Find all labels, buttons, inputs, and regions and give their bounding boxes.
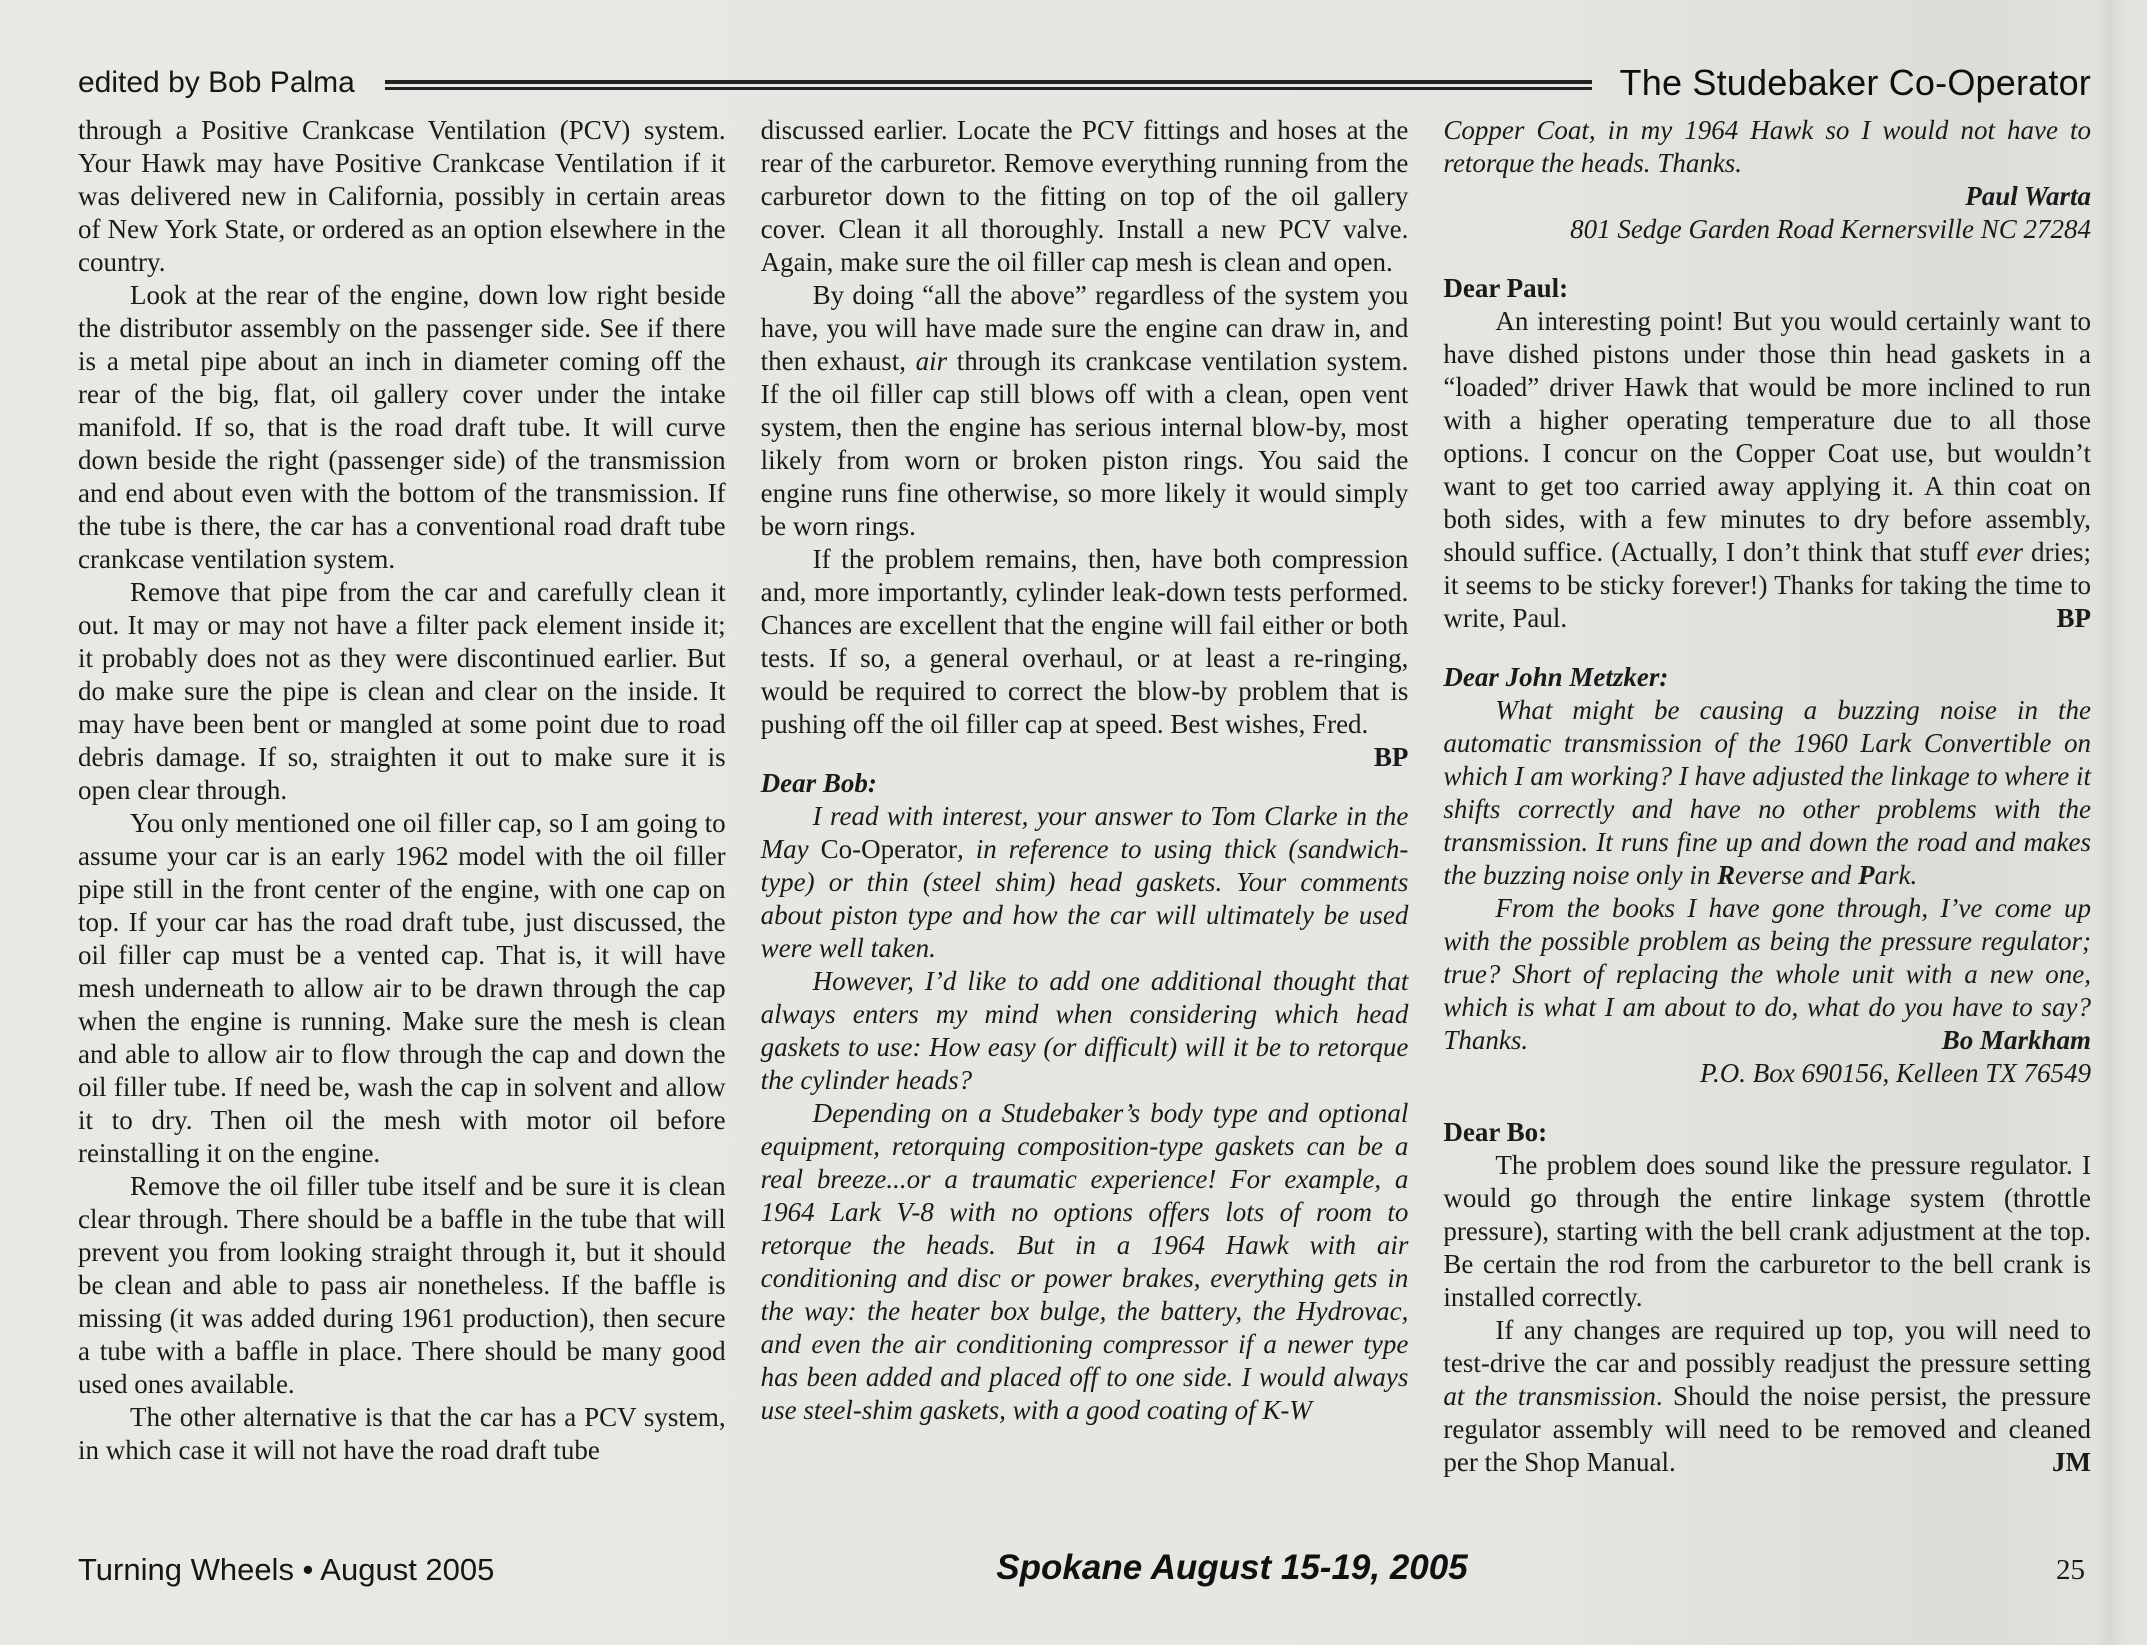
- text-segment: ark.: [1874, 860, 1918, 890]
- text-segment: If any changes are required up top, you will need to test-drive the car and possibly readjust the pressure setting: [1443, 1315, 2092, 1378]
- article-body: [78, 114, 2091, 1479]
- column-1: [78, 114, 726, 1479]
- text-segment: What might be causing a buzzing noise in the automatic transmission of the 1960 Lark Convertible on which I am working? I have adjusted the linkage to where it shifts correctly and have no other problems with the transmission. It runs fine up and down the road and makes the buzzing noise only in: [1443, 695, 2092, 890]
- letter-paragraph: Copper Coat, in my 1964 Hawk so I would not have to retorque the heads. Thanks.: [1443, 115, 2092, 178]
- signature-bo-markham: Bo Markham: [1941, 1025, 2092, 1055]
- text-segment: through its crankcase ventilation system. If the oil filler cap still blows off with a clean, open vent system, then the engine has serious internal blow-by, most likely from worn or broken piston rings. You said the engine runs fine otherwise, so more likely it would simply be worn rings.: [760, 346, 1409, 541]
- signature-paul-warta: Paul Warta: [1965, 181, 2092, 211]
- letter-paragraph: [761, 800, 1409, 965]
- initials-jm: JM: [2052, 1447, 2092, 1477]
- salutation-dear-bo: Dear Bo:: [1443, 1117, 1548, 1147]
- body-paragraph: You only mentioned one oil filler cap, so I am going to assume your car is an early 1962 model with the oil filler pipe still in the front center of the engine, with one cap on top. If your car has the road draft tube, just discussed, the oil filler cap must be a vented cap. That is, it will have mesh underneath to allow air to be drawn through the cap when the engine is running. Make sure the mesh is clean and able to allow air to flow through the cap and down the oil filler tube. If need be, wash the cap in solvent and allow it to dry. Then oil the mesh with motor oil before reinstalling it on the engine.: [78, 808, 726, 1168]
- letter-paragraph: [1443, 892, 2091, 1057]
- body-paragraph: through a Positive Crankcase Ventilation (PCV) system. Your Hawk may have Positive Crankcase Ventilation if it was delivered new in California, possibly in certain areas of New York State, or ordered as an option elsewhere in the country.: [78, 115, 726, 277]
- salutation-dear-john-metzker: Dear John Metzker:: [1443, 662, 1669, 692]
- body-paragraph: The other alternative is that the car has a PCV system, in which case it will not have the road draft tube: [78, 1402, 726, 1465]
- letter-paragraph: However, I’d like to add one additional thought that always enters my mind when considering which head gaskets to use: How easy (or difficult) will it be to retorque the cylinder heads?: [760, 966, 1409, 1095]
- body-paragraph: [761, 279, 1409, 543]
- address-line: 801 Sedge Garden Road Kernersville NC 27284: [1570, 214, 2092, 244]
- salutation-dear-bob: Dear Bob:: [760, 768, 877, 798]
- text-segment: . Should the noise persist, the pressure regulator assembly will need to be removed and cleaned per the Shop Manual.: [1443, 1381, 2092, 1477]
- issue-credit: Turning Wheels • August 2005: [78, 1552, 495, 1587]
- editor-credit: edited by Bob Palma: [78, 66, 355, 99]
- body-paragraph: [760, 543, 1409, 772]
- initials-bp: BP: [1373, 742, 1409, 772]
- double-rule: [385, 80, 1592, 90]
- text-segment: everse and: [1735, 860, 1859, 890]
- magazine-name: Co-Operator: [820, 834, 958, 864]
- address-line: P.O. Box 690156, Kelleen TX 76549: [1700, 1058, 2092, 1088]
- salutation-dear-paul: Dear Paul:: [1443, 273, 1569, 303]
- masthead: [78, 62, 2091, 104]
- gear-letter-r: R: [1717, 860, 1736, 890]
- text-segment: By doing “all the above” regardless of the system you have, you will have made sure the engine can draw in, and then exhaust,: [760, 280, 1409, 376]
- page-title: The Studebaker Co-Operator: [1619, 62, 2091, 103]
- gear-letter-p: P: [1858, 860, 1875, 890]
- emphasis-air: air: [915, 346, 948, 376]
- text-segment: If the problem remains, then, have both compression and, more importantly, cylinder leak-down tests performed. Chances are excellent that the engine will fail either or both tests. If so, a general overhaul, or at least a re-ringing, would be required to correct the blow-by problem that is pushing off the oil filler cap at speed. Best wishes, Fred.: [760, 544, 1409, 739]
- column-3: [1443, 114, 2091, 1479]
- text-segment: From the books I have gone through, I’ve come up with the possible problem as being the pressure regulator; true? Short of replacing the whole unit with a new one, which is what I am about to do, what do you have to say? Thanks.: [1443, 893, 2092, 1055]
- text-segment: , in reference to using thick (sandwich-type) or thin (steel shim) head gaskets. Your comments about piston type and how the car will ultimately be used were well taken.: [760, 834, 1409, 963]
- letter-paragraph: Depending on a Studebaker’s body type and optional equipment, retorquing composition-type gaskets can be a real breeze...or a traumatic experience! For example, a 1964 Lark V-8 with no options offers lots of room to retorque the heads. But in a 1964 Hawk with air conditioning and disc or power brakes, everything gets in the way: the heater box bulge, the battery, the Hydrovac, and even the air conditioning compressor if a newer type has been added and placed off to one side. I would always use steel-shim gaskets, with a good coating of K-W: [760, 1098, 1409, 1425]
- text-segment: dries; it seems to be sticky forever!) Thanks for taking the time to write, Paul.: [1443, 537, 2092, 633]
- body-paragraph: [1443, 305, 2091, 635]
- page-number: 25: [2056, 1554, 2085, 1586]
- body-paragraph: Remove the oil filler tube itself and be sure it is clean clear through. There should be a baffle in the tube that will prevent you from looking straight through it, but it should be clean and able to pass air nonetheless. If the baffle is missing (it was added during 1961 production), then secure a tube with a baffle in place. There should be many good used ones available.: [78, 1171, 726, 1399]
- letter-paragraph: [1443, 694, 2091, 892]
- body-paragraph: Remove that pipe from the car and carefully clean it out. It may or may not have a filter pack element inside it; it probably does not as they were discontinued earlier. But do make sure the pipe is clean and clear on the inside. It may have been bent or mangled at some point due to road debris damage. If so, straighten it out to make sure it is open clear through.: [78, 577, 726, 805]
- text-segment: I read with interest, your answer to Tom Clarke in the May: [760, 801, 1409, 864]
- initials-bp: BP: [2056, 603, 2092, 633]
- body-paragraph: [1443, 1314, 2091, 1479]
- body-paragraph: discussed earlier. Locate the PCV fittings and hoses at the rear of the carburetor. Remove everything running from the carburetor down to the fitting on top of the oil gallery cover. Clean it all thoroughly. Install a new PCV valve. Again, make sure the oil filler cap mesh is clean and open.: [760, 115, 1409, 277]
- column-2: [761, 114, 1409, 1479]
- event-banner: Spokane August 15-19, 2005: [996, 1548, 1468, 1587]
- emphasis-ever: ever: [1976, 537, 2024, 567]
- emphasis-at-the-transmission: at the transmission: [1443, 1381, 1656, 1411]
- body-paragraph: Look at the rear of the engine, down low right beside the distributor assembly on the passenger side. See if there is a metal pipe about an inch in diameter coming off the rear of the big, flat, oil gallery cover under the intake manifold. If so, that is the road draft tube. It will curve down beside the right (passenger side) of the transmission and end about even with the bottom of the transmission. If the tube is there, the car has a conventional road draft tube crankcase ventilation system.: [78, 280, 726, 574]
- text-segment: An interesting point! But you would certainly want to have dished pistons under those thin head gaskets in a “loaded” driver Hawk that would be more inclined to run with a higher operating temperature due to all those options. I concur on the Copper Coat use, but wouldn’t want to get too carried away applying it. A thin coat on both sides, with a few minutes to dry before assembly, should suffice. (Actually, I don’t think that stuff: [1443, 306, 2092, 567]
- body-paragraph: The problem does sound like the pressure regulator. I would go through the entire linkage system (throttle pressure), starting with the bell crank adjustment at the top. Be certain the rod from the carburetor to the bell crank is installed correctly.: [1443, 1150, 2092, 1312]
